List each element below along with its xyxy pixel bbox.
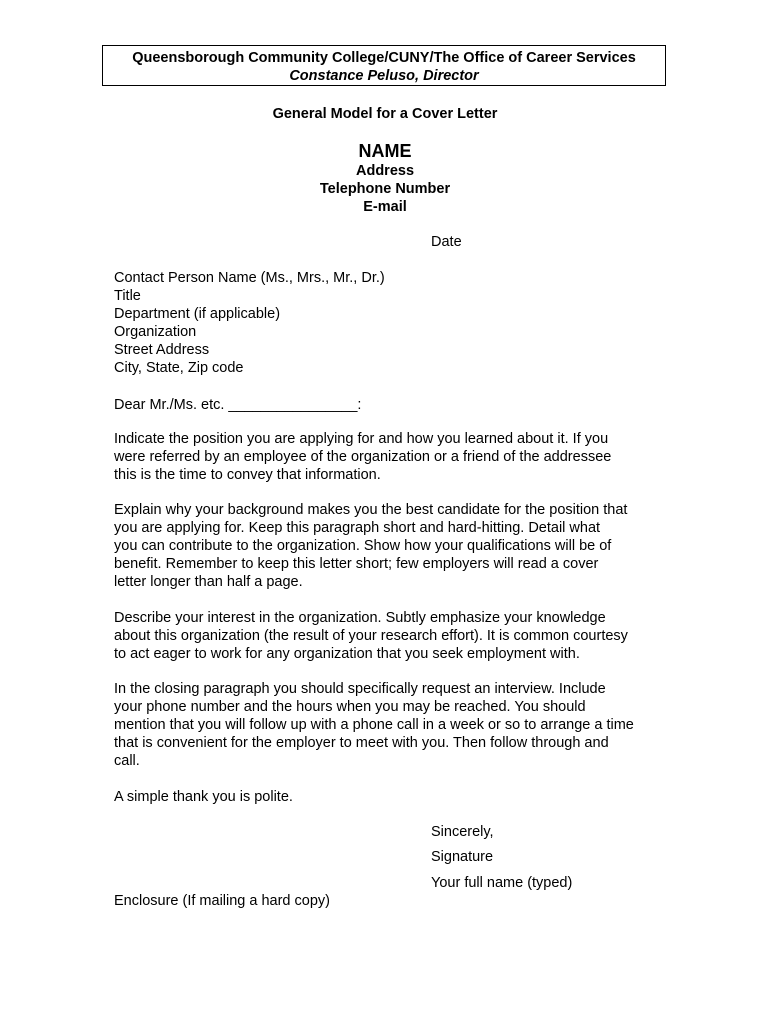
office-header-box — [102, 45, 666, 86]
sender-email: E-mail — [363, 199, 407, 215]
recipient-line: City, State, Zip code — [114, 360, 244, 376]
paragraph-line: benefit. Remember to keep this letter short; few employers will read a cover — [114, 556, 599, 572]
paragraph-line: Explain why your background makes you the best candidate for the position that — [114, 502, 628, 518]
recipient-line: Department (if applicable) — [114, 306, 281, 322]
director-name: Constance Peluso, Director — [289, 68, 479, 84]
paragraph-line: call. — [114, 753, 140, 769]
paragraph-line: letter longer than half a page. — [114, 574, 303, 590]
recipient-line: Title — [114, 288, 141, 304]
closing-typed-name: Your full name (typed) — [431, 875, 573, 891]
enclosure-note: Enclosure (If mailing a hard copy) — [114, 893, 330, 909]
paragraph-line: to act eager to work for any organization that you seek employment with. — [114, 646, 580, 662]
paragraph-line: mention that you will follow up with a phone call in a week or so to arrange a time — [114, 717, 634, 733]
sender-address: Address — [355, 163, 415, 179]
paragraph-line: In the closing paragraph you should specifically request an interview. Include — [114, 681, 606, 697]
paragraph-line: your phone number and the hours when you may be reached. You should — [114, 699, 586, 715]
letter-date: Date — [431, 234, 462, 250]
paragraph-line: that is convenient for the employer to meet with you. Then follow through and — [114, 735, 609, 751]
recipient-line: Contact Person Name (Ms., Mrs., Mr., Dr.) — [114, 270, 385, 286]
sender-block — [0, 140, 770, 216]
paragraph-line: this is the time to convey that information. — [114, 467, 381, 483]
office-name: Queensborough Community College/CUNY/The Office of Career Services — [132, 50, 636, 66]
sender-name: NAME — [358, 141, 412, 161]
paragraph-line: you are applying for. Keep this paragraph short and hard-hitting. Detail what — [114, 520, 601, 536]
paragraph-line: Indicate the position you are applying for and how you learned about it. If you — [114, 431, 609, 447]
paragraph-line: Describe your interest in the organization. Subtly emphasize your knowledge — [114, 610, 606, 626]
closing-sincerely: Sincerely, — [431, 824, 494, 840]
recipient-block — [114, 269, 654, 377]
paragraph-line: you can contribute to the organization. Show how your qualifications will be of — [114, 538, 612, 554]
paragraph-closing — [114, 680, 654, 770]
sender-telephone: Telephone Number — [319, 181, 451, 197]
thanks-line: A simple thank you is polite. — [114, 789, 293, 805]
recipient-line: Organization — [114, 324, 197, 340]
recipient-line: Street Address — [114, 342, 210, 358]
document-title: General Model for a Cover Letter — [272, 106, 498, 122]
paragraph-background — [114, 501, 654, 591]
paragraph-line: were referred by an employee of the organization or a friend of the addressee — [114, 449, 612, 465]
closing-signature: Signature — [431, 849, 494, 865]
paragraph-line: about this organization (the result of your research effort). It is common courtesy — [114, 628, 628, 644]
salutation: Dear Mr./Ms. etc. ________________: — [114, 397, 362, 413]
paragraph-position — [114, 430, 654, 484]
paragraph-interest — [114, 609, 654, 663]
